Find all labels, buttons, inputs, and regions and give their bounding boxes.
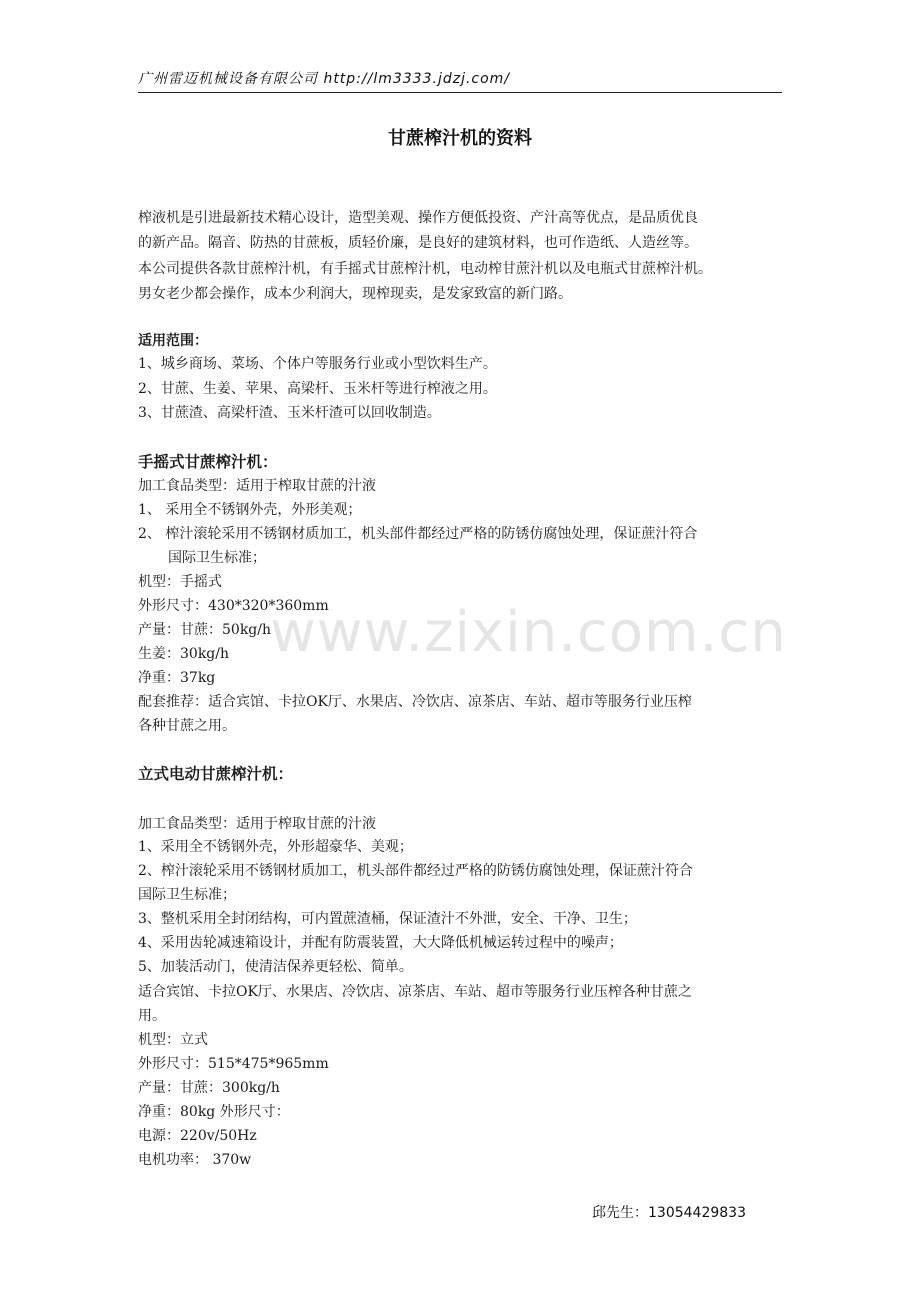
- manual-dimensions: 外形尺寸：430*320*360mm: [138, 598, 329, 614]
- intro-line: 本公司提供各款甘蔗榨汁机，有手摇式甘蔗榨汁机，电动榨甘蔗汁机以及电瓶式甘蔗榨汁机。: [138, 261, 712, 277]
- manual-weight: 净重：37kg: [138, 670, 216, 686]
- watermark: www.zixin.com.cn: [270, 600, 787, 665]
- electric-item: 4、采用齿轮减速箱设计，并配有防震装置，大大降低机械运转过程中的噪声；: [138, 935, 623, 951]
- electric-item: 1、采用全不锈钢外壳，外形超豪华、美观；: [138, 839, 413, 855]
- intro-line: 榨液机是引进最新技术精心设计，造型美观、操作方便低投资、产汁高等优点，是品质优良: [138, 210, 698, 226]
- manual-ginger: 生姜：30kg/h: [138, 646, 229, 662]
- manual-item: 国际卫生标准；: [168, 550, 266, 566]
- electric-output: 产量：甘蔗：300kg/h: [138, 1080, 280, 1096]
- electric-model: 机型：立式: [138, 1032, 208, 1048]
- intro-line: 男女老少都会操作，成本少利润大，现榨现卖，是发家致富的新门路。: [138, 286, 572, 302]
- document-title: 甘蔗榨汁机的资料: [388, 128, 532, 149]
- electric-motor: 电机功率： 370w: [138, 1152, 252, 1168]
- scope-item: 2、甘蔗、生姜、苹果、高梁杆、玉米杆等进行榨液之用。: [138, 381, 497, 397]
- contact-info: 邱先生：13054429833: [592, 1205, 746, 1221]
- electric-weight: 净重：80kg 外形尺寸：: [138, 1104, 290, 1120]
- electric-item: 3、整机采用全封闭结构，可内置蔗渣桶，保证渣汁不外泄，安全、干净、卫生；: [138, 911, 637, 927]
- electric-dimensions: 外形尺寸：515*475*965mm: [138, 1056, 329, 1072]
- electric-heading: 立式电动甘蔗榨汁机：: [138, 765, 294, 783]
- manual-heading: 手摇式甘蔗榨汁机：: [138, 453, 278, 471]
- manual-output: 产量：甘蔗：50kg/h: [138, 622, 271, 638]
- scope-heading: 适用范围：: [138, 333, 208, 349]
- electric-item: 国际卫生标准；: [138, 887, 236, 903]
- electric-item: 5、加装活动门，使清洁保养更轻松、简单。: [138, 959, 413, 975]
- manual-item: 1、 采用全不锈钢外壳，外形美观；: [138, 502, 362, 518]
- manual-model: 机型：手摇式: [138, 574, 222, 590]
- electric-food-type: 加工食品类型：适用于榨取甘蔗的汁液: [138, 816, 376, 832]
- electric-power: 电源：220v/50Hz: [138, 1128, 257, 1144]
- scope-item: 3、甘蔗渣、高梁杆渣、玉米杆渣可以回收制造。: [138, 405, 441, 421]
- manual-item: 2、 榨汁滚轮采用不锈钢材质加工，机头部件都经过严格的防锈仿腐蚀处理，保证蔗汁符合: [138, 526, 698, 542]
- electric-suitable: 用。: [138, 1008, 166, 1024]
- manual-food-type: 加工食品类型：适用于榨取甘蔗的汁液: [138, 478, 376, 494]
- page-header: 广州雷迈机械设备有限公司 http://lm3333.jdzj.com/: [138, 68, 782, 93]
- manual-recommend: 配套推荐：适合宾馆、卡拉OK厅、水果店、冷饮店、凉茶店、车站、超市等服务行业压榨: [138, 694, 692, 710]
- manual-recommend: 各种甘蔗之用。: [138, 718, 236, 734]
- electric-item: 2、榨汁滚轮采用不锈钢材质加工，机头部件都经过严格的防锈仿腐蚀处理，保证蔗汁符合: [138, 863, 693, 879]
- scope-item: 1、城乡商场、菜场、个体户等服务行业或小型饮料生产。: [138, 356, 497, 372]
- intro-line: 的新产品。隔音、防热的甘蔗板，质轻价廉，是良好的建筑材料，也可作造纸、人造丝等。: [138, 235, 698, 251]
- electric-suitable: 适合宾馆、卡拉OK厅、水果店、冷饮店、凉茶店、车站、超市等服务行业压榨各种甘蔗之: [138, 984, 692, 1000]
